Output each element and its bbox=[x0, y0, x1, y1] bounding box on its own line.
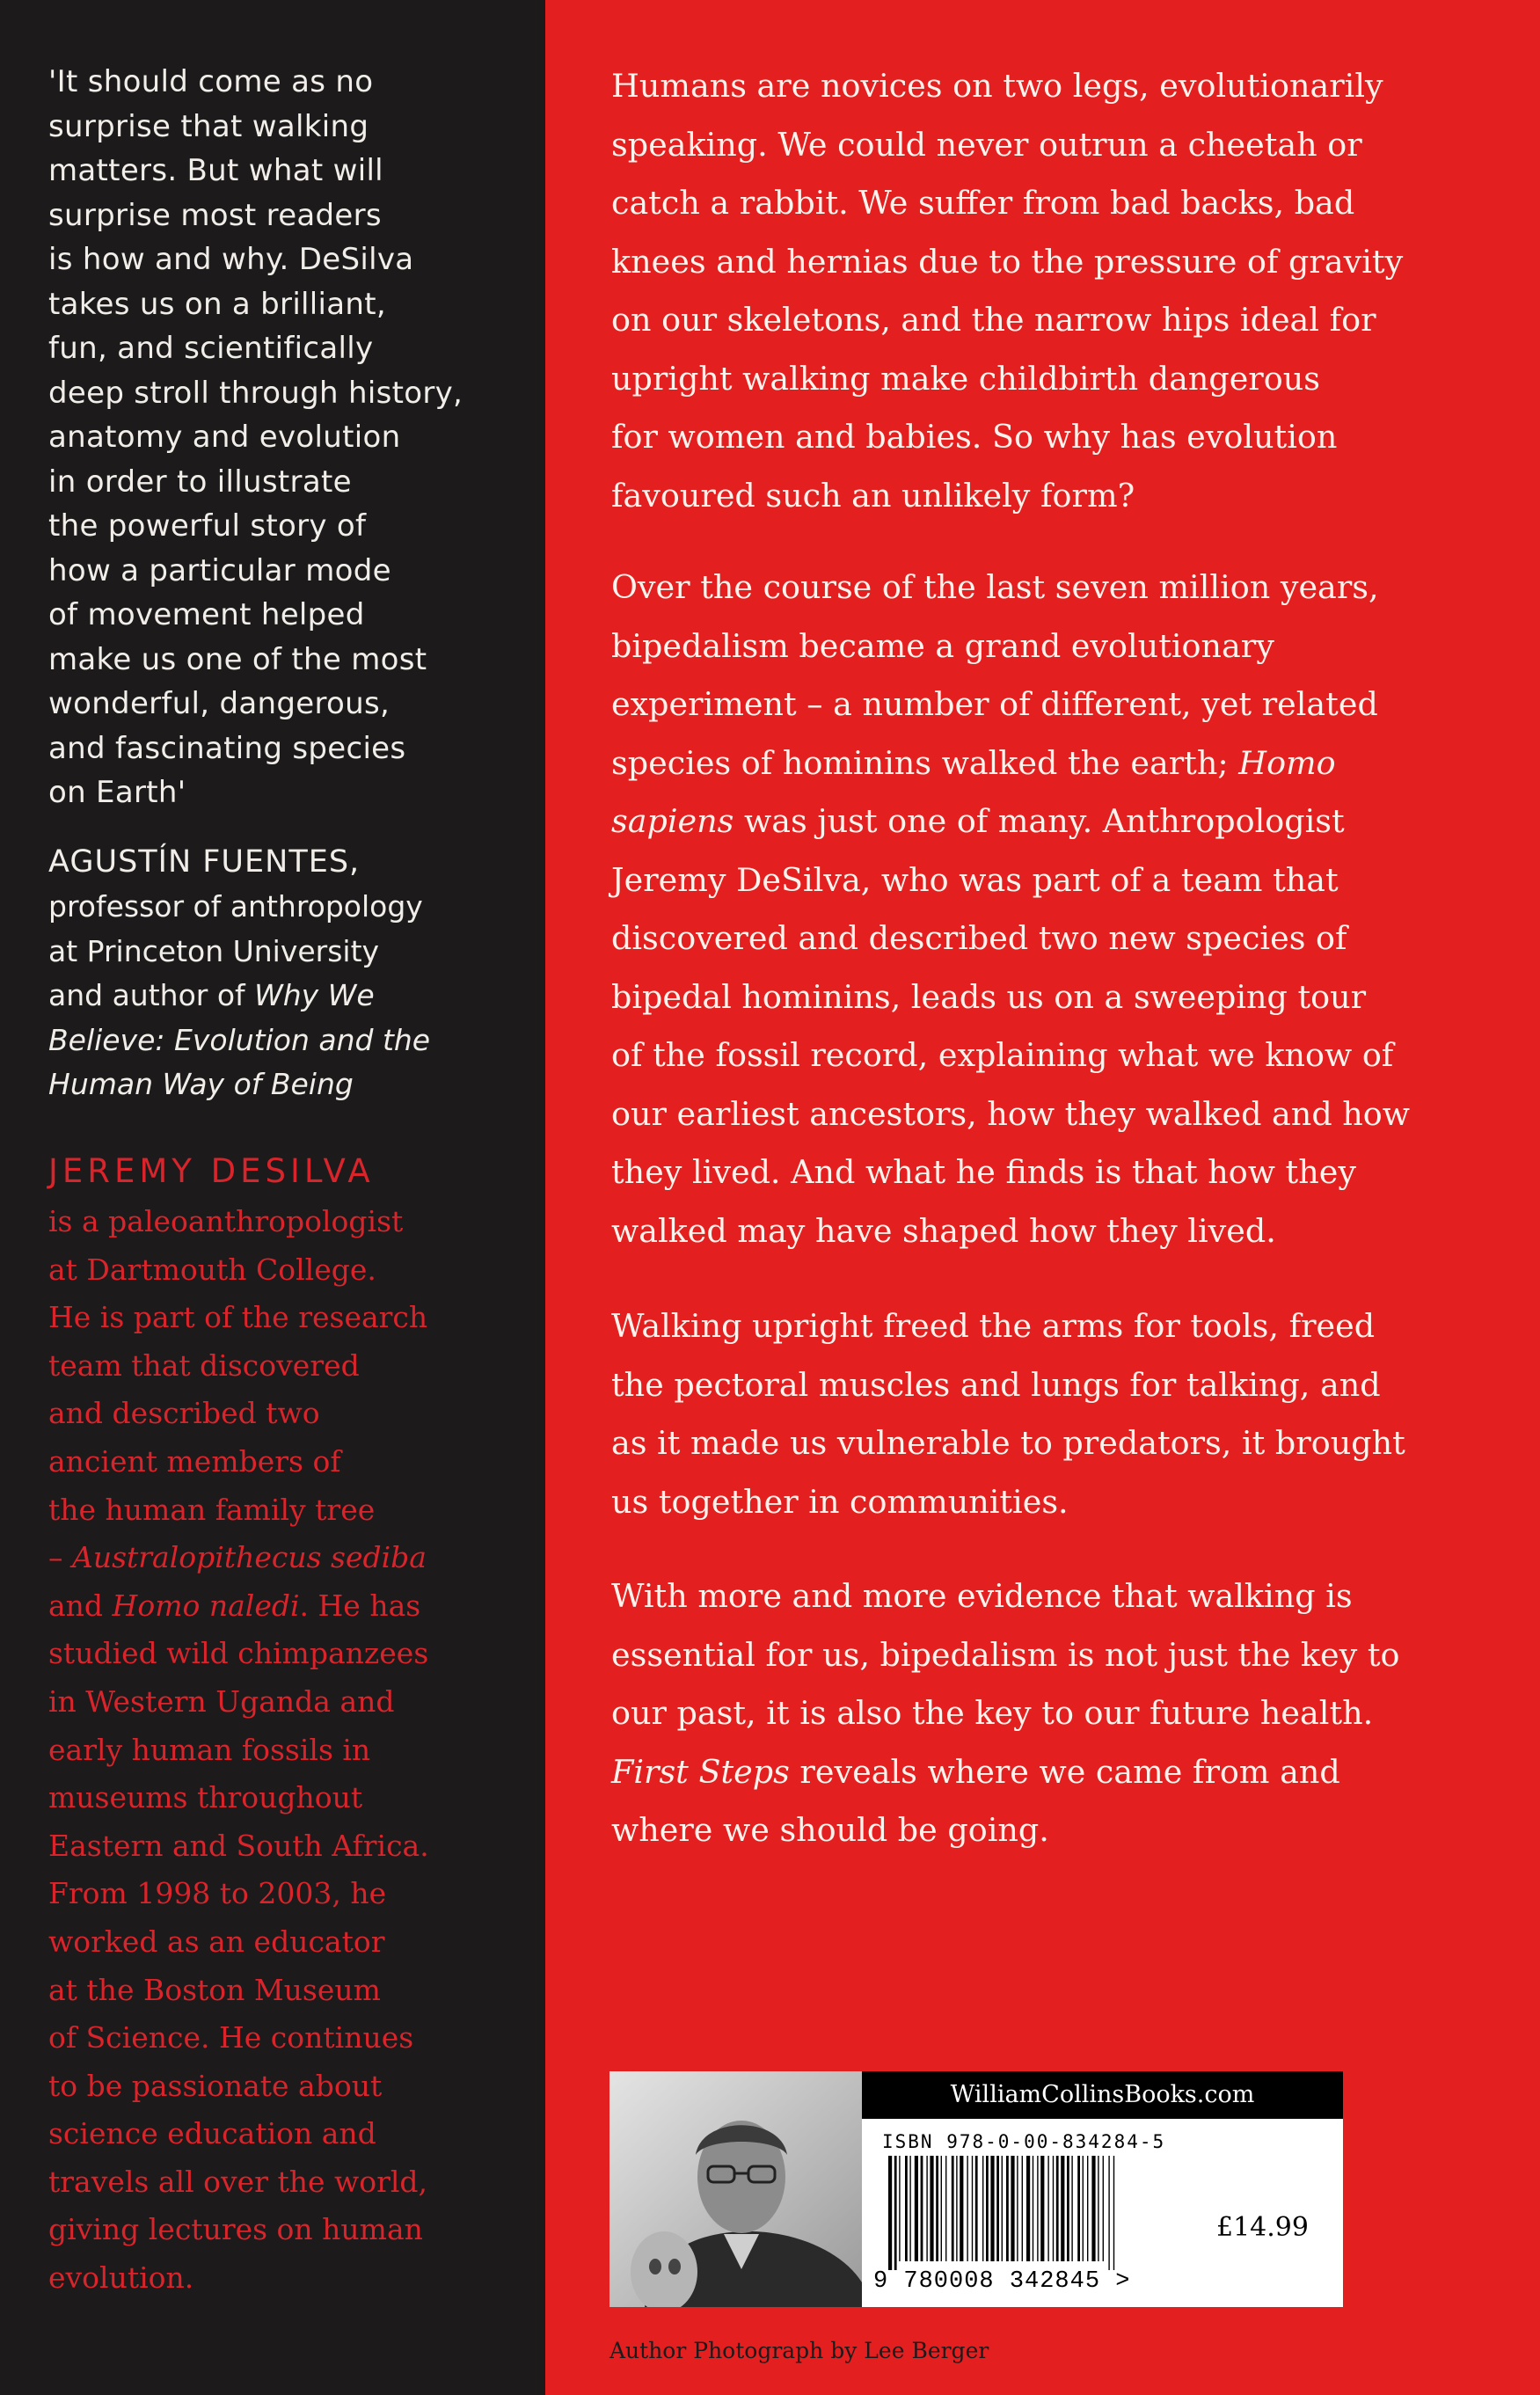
barcode-bar bbox=[1017, 2156, 1018, 2261]
barcode-bar bbox=[899, 2156, 900, 2261]
barcode-bar bbox=[1006, 2156, 1009, 2261]
author-photo bbox=[609, 2071, 862, 2307]
barcode-bar bbox=[909, 2156, 910, 2261]
barcode-bar bbox=[996, 2156, 999, 2261]
author-photo-image bbox=[609, 2071, 862, 2307]
barcode-bar bbox=[1002, 2156, 1003, 2261]
barcode-bar bbox=[941, 2156, 942, 2261]
barcode-bar bbox=[915, 2156, 918, 2261]
barcode-bar bbox=[1022, 2156, 1023, 2261]
author-name: JEREMY DESILVA bbox=[48, 1152, 375, 1190]
barcode-bar bbox=[1026, 2156, 1030, 2261]
barcode-bar bbox=[975, 2156, 978, 2261]
barcode-bar bbox=[926, 2156, 927, 2261]
barcode-bar bbox=[1037, 2156, 1038, 2261]
barcode-bar bbox=[956, 2156, 957, 2261]
barcode-bar bbox=[1061, 2156, 1064, 2261]
endorser-name: AGUSTÍN FUENTES, bbox=[48, 844, 361, 880]
barcode-bar bbox=[952, 2156, 954, 2261]
barcode-bar bbox=[945, 2156, 946, 2261]
endorser-description: professor of anthropology at Princeton University and author of Why We Believe: Evolution and the Human Way of Being bbox=[48, 889, 431, 1101]
barcode-bar bbox=[1040, 2156, 1044, 2261]
barcode-image bbox=[888, 2156, 1196, 2270]
barcode-bar bbox=[1091, 2156, 1095, 2261]
barcode-bar bbox=[1083, 2156, 1084, 2261]
barcode-bar bbox=[1087, 2156, 1088, 2261]
barcode-bar bbox=[930, 2156, 933, 2261]
price: £14.99 bbox=[1216, 2212, 1309, 2243]
barcode-bar bbox=[1067, 2156, 1069, 2261]
barcode-bar bbox=[1103, 2156, 1104, 2261]
barcode-bar bbox=[1053, 2156, 1054, 2261]
barcode-bar bbox=[1047, 2156, 1048, 2261]
publisher-website: WilliamCollinsBooks.com bbox=[862, 2071, 1343, 2119]
blurb-paragraph-3: Walking upright freed the arms for tools, freed the pectoral muscles and lungs for talking, and as it made us vulnerable to predators, it brought us together in communities. bbox=[611, 1307, 1405, 1521]
barcode-panel bbox=[609, 2071, 1343, 2307]
barcode-bar bbox=[936, 2156, 938, 2261]
barcode-bar bbox=[972, 2156, 973, 2261]
barcode-bar bbox=[1011, 2156, 1014, 2261]
barcode-bar bbox=[960, 2156, 963, 2261]
blurb-paragraph-2: Over the course of the last seven million years, bipedalism became a grand evolutionary experiment – a number of different, yet related species of hominins walked the earth; Homo sapiens was just one of many. Anthropologist Jeremy DeSilva, who was part of a team that discovered and described two new species of bipedal hominins, leads us on a sweeping tour of the fossil record, explaining what we know of our earliest ancestors, how they walked and how they lived. And what he finds is that how they walked may have shaped how they lived. bbox=[611, 568, 1411, 1250]
barcode-bar bbox=[982, 2156, 983, 2261]
barcode-digits: 9 780008 342845 > bbox=[873, 2268, 1131, 2295]
barcode-bar bbox=[1113, 2156, 1114, 2270]
barcode-bar bbox=[894, 2156, 897, 2270]
barcode-bar bbox=[1108, 2156, 1109, 2270]
photo-credit: Author Photograph by Lee Berger bbox=[609, 2338, 989, 2363]
left-column bbox=[0, 0, 545, 2395]
endorsement-quote: 'It should come as no surprise that walking matters. But what will surprise most readers is how and why. DeSilva takes us on a brilliant, fun, and scientifically deep stroll through history, anatomy and evolution in order to illustrate the powerful story of how a particular mode of movement helped make us one of the most wonderful, dangerous, and fascinating species on Earth' bbox=[48, 64, 463, 810]
barcode-bar bbox=[986, 2156, 989, 2261]
barcode-bar bbox=[1056, 2156, 1059, 2261]
author-bio: is a paleoanthropologist at Dartmouth College. He is part of the research team that discovered and described two ancient members of the human family tree – Australopithecus sediba and Homo naledi. He has studied wild chimpanzees in Western Uganda and early human fossils in museums throughout Eastern and South Africa. From 1998 to 2003, he worked as an educator at the Boston Museum of Science. He continues to be passionate about science education and travels all over the world, giving lectures on human evolution. bbox=[48, 1204, 429, 2296]
blurb-paragraph-1: Humans are novices on two legs, evolutionarily speaking. We could never outrun a cheetah or catch a rabbit. We suffer from bad backs, bad knees and hernias due to the pressure of gravity on our skeletons, and the narrow hips ideal for upright walking make childbirth dangerous for women and babies. So why has evolution favoured such an unlikely form? bbox=[611, 67, 1404, 515]
barcode-bar bbox=[990, 2156, 994, 2261]
barcode-bar bbox=[921, 2156, 923, 2261]
barcode-bar bbox=[1077, 2156, 1080, 2261]
barcode-bar bbox=[888, 2156, 892, 2270]
isbn-number: ISBN 978-0-00-834284-5 bbox=[882, 2131, 1166, 2152]
barcode-bar bbox=[1071, 2156, 1072, 2261]
barcode-bar bbox=[905, 2156, 908, 2261]
blurb-paragraph-4: With more and more evidence that walking is essential for us, bipedalism is not just the key to our past, it is also the key to our future health. First Steps reveals where we came from and where we should be going. bbox=[611, 1577, 1400, 1849]
